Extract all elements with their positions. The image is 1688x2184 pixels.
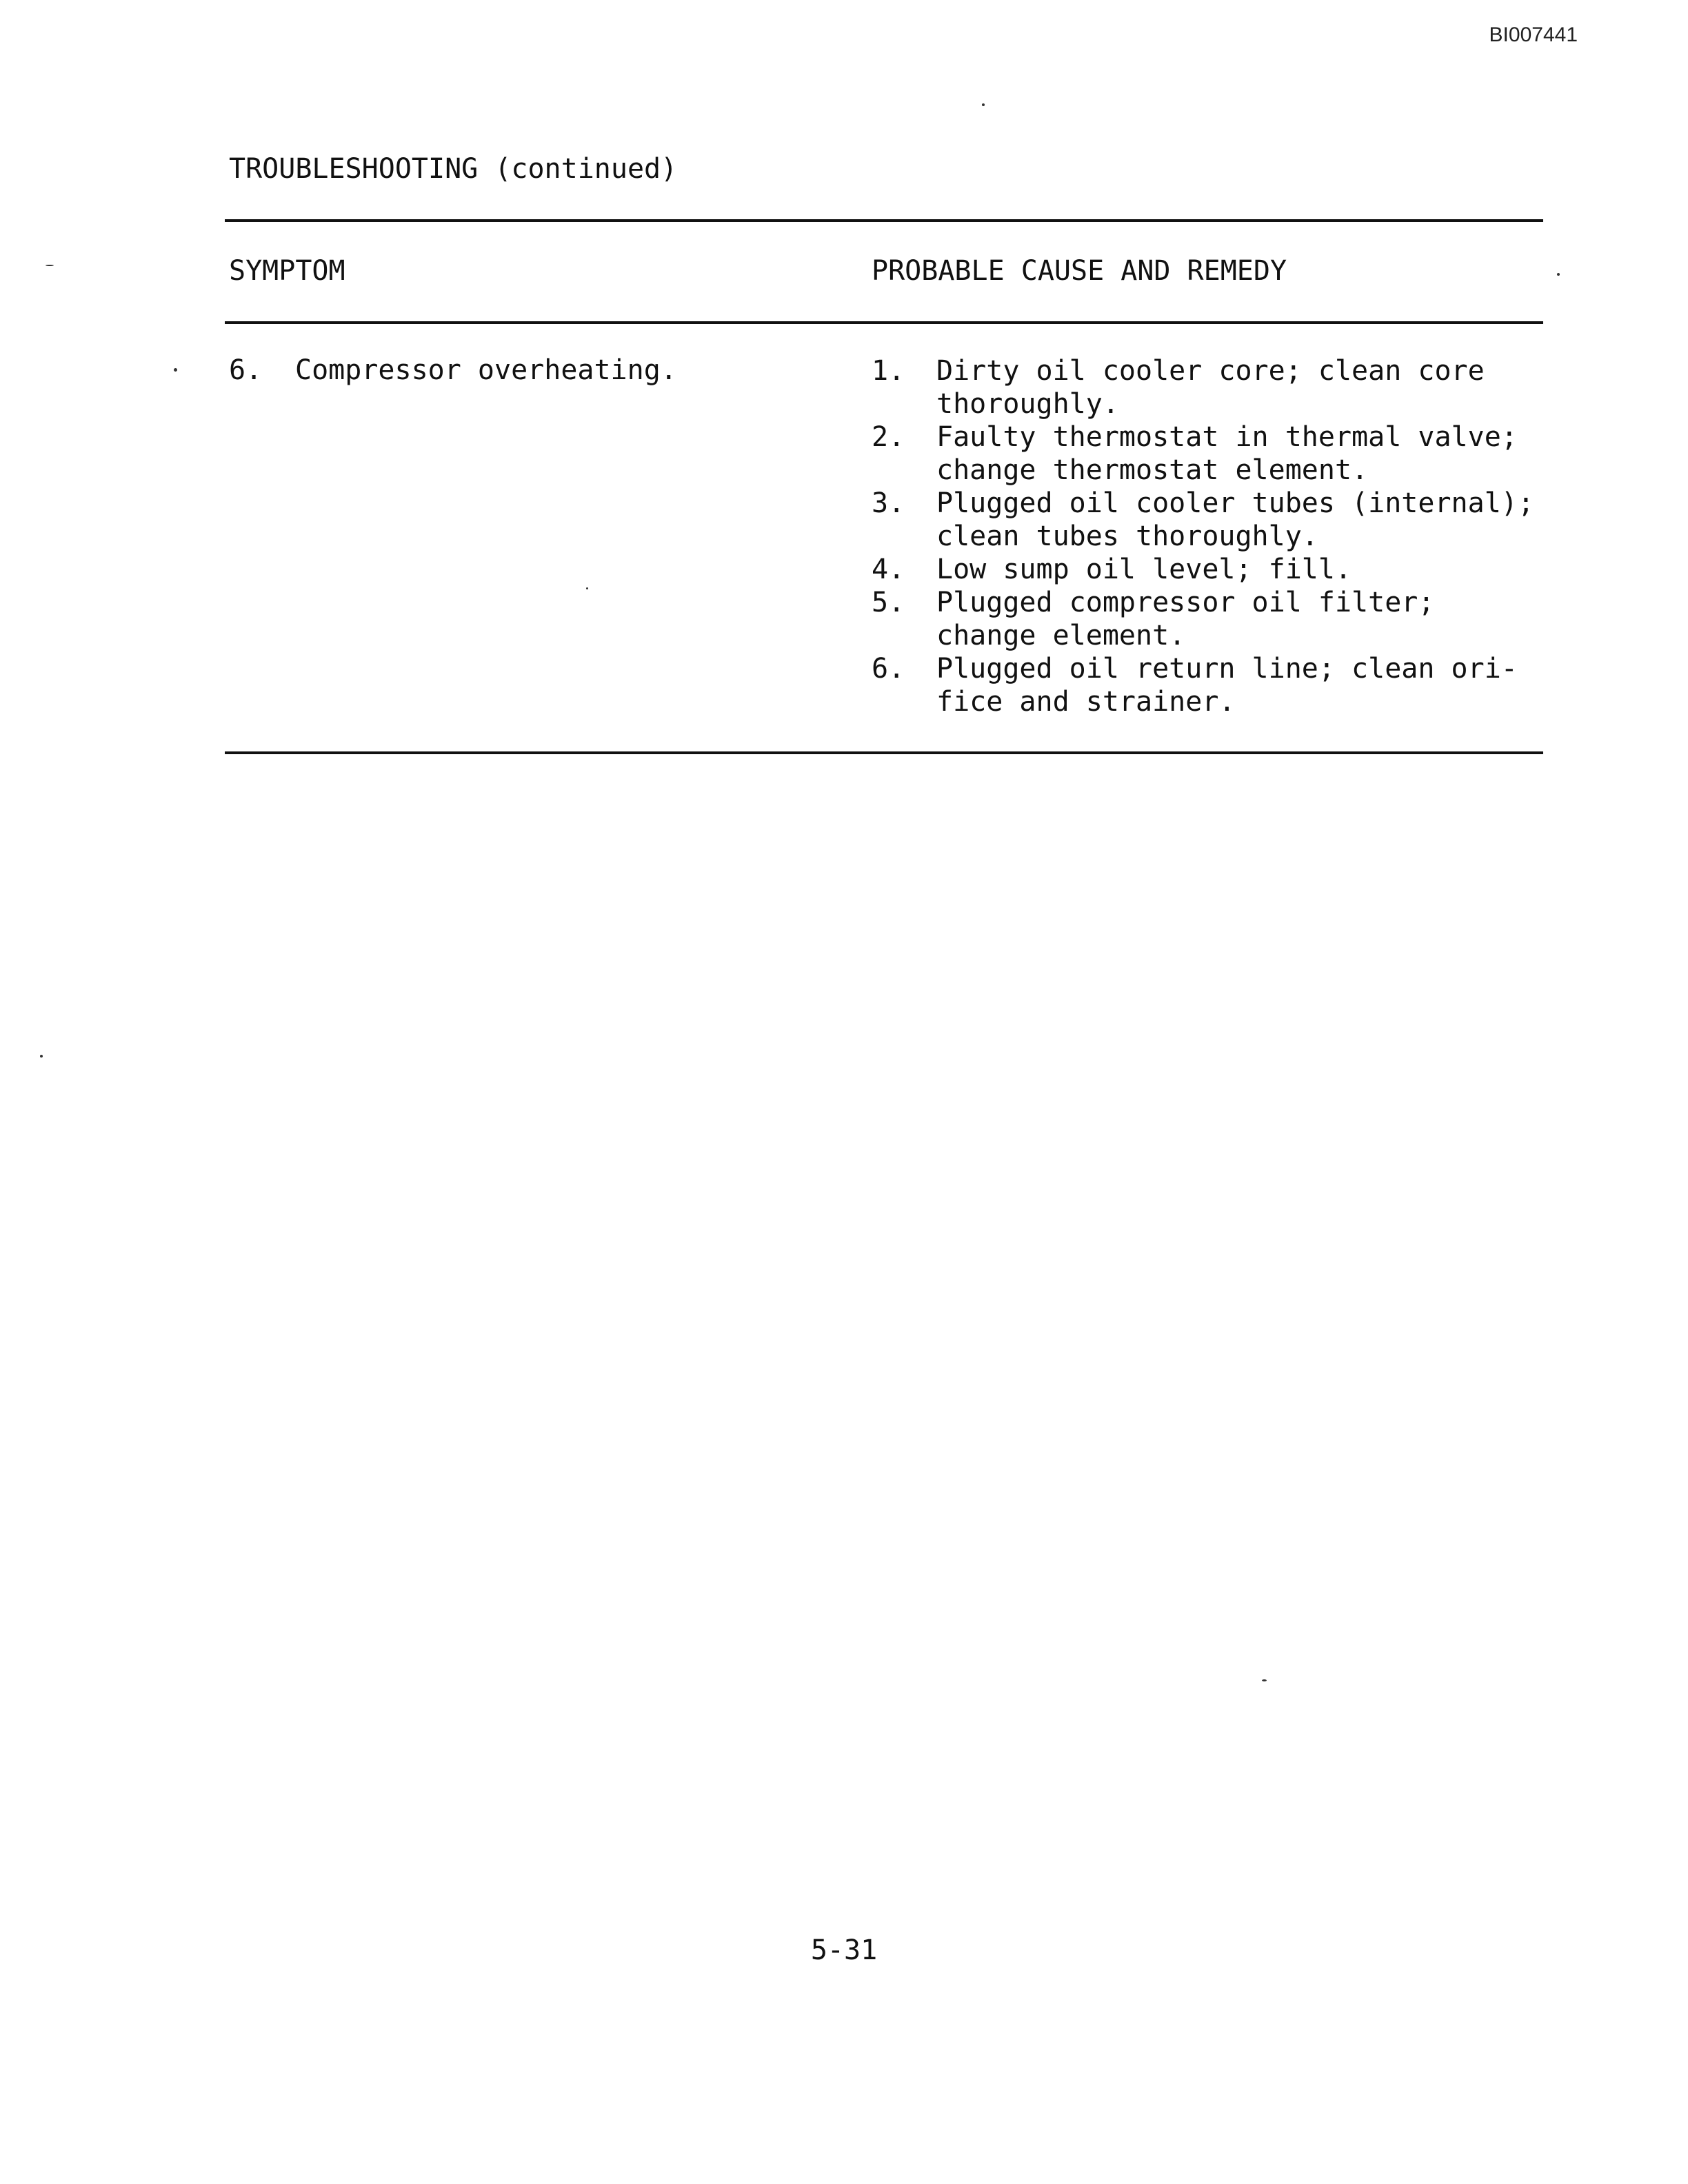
symptom-column-header: SYMPTOM (229, 255, 345, 287)
symptom-cell (229, 354, 677, 386)
scan-speck (1262, 1679, 1267, 1681)
cause-remedy-column-header: PROBABLE CAUSE AND REMEDY (872, 255, 1287, 287)
scan-speck (982, 103, 985, 106)
remedy-text: Low sump oil level; fill. (936, 554, 1352, 585)
scan-speck (174, 368, 177, 372)
remedy-number: 1. (872, 355, 905, 387)
list-item (872, 553, 1547, 586)
page-number: 5-31 (810, 1934, 878, 1966)
remedy-list (872, 354, 1547, 718)
remedy-number: 4. (872, 554, 905, 585)
table-top-rule (225, 219, 1543, 222)
remedy-text: Plugged oil return line; clean ori-fice and strainer. (936, 653, 1518, 718)
document-id: BI007441 (1489, 23, 1578, 46)
list-item (872, 354, 1547, 421)
remedy-text: Dirty oil cooler core; clean core thoroughly. (936, 355, 1485, 420)
scan-speck (1557, 273, 1560, 276)
remedy-text: Faulty thermostat in thermal valve; change thermostat element. (936, 421, 1518, 486)
remedy-text: Plugged compressor oil filter; change element. (936, 587, 1435, 651)
symptom-text: Compressor overheating. (295, 354, 677, 386)
list-item (872, 586, 1547, 652)
symptom-number: 6. (229, 354, 263, 386)
scan-speck (586, 587, 588, 589)
remedy-number: 5. (872, 587, 905, 618)
list-item (872, 652, 1547, 718)
table-bottom-rule (225, 751, 1543, 754)
remedy-number: 2. (872, 421, 905, 453)
list-item (872, 487, 1547, 553)
scan-speck (46, 265, 54, 266)
remedy-number: 6. (872, 653, 905, 685)
list-item (872, 421, 1547, 487)
remedy-number: 3. (872, 487, 905, 519)
section-title: TROUBLESHOOTING (continued) (229, 153, 678, 185)
table-header-rule (225, 321, 1543, 324)
remedy-text: Plugged oil cooler tubes (internal); clean tubes thoroughly. (936, 487, 1534, 552)
scan-speck (40, 1055, 43, 1058)
